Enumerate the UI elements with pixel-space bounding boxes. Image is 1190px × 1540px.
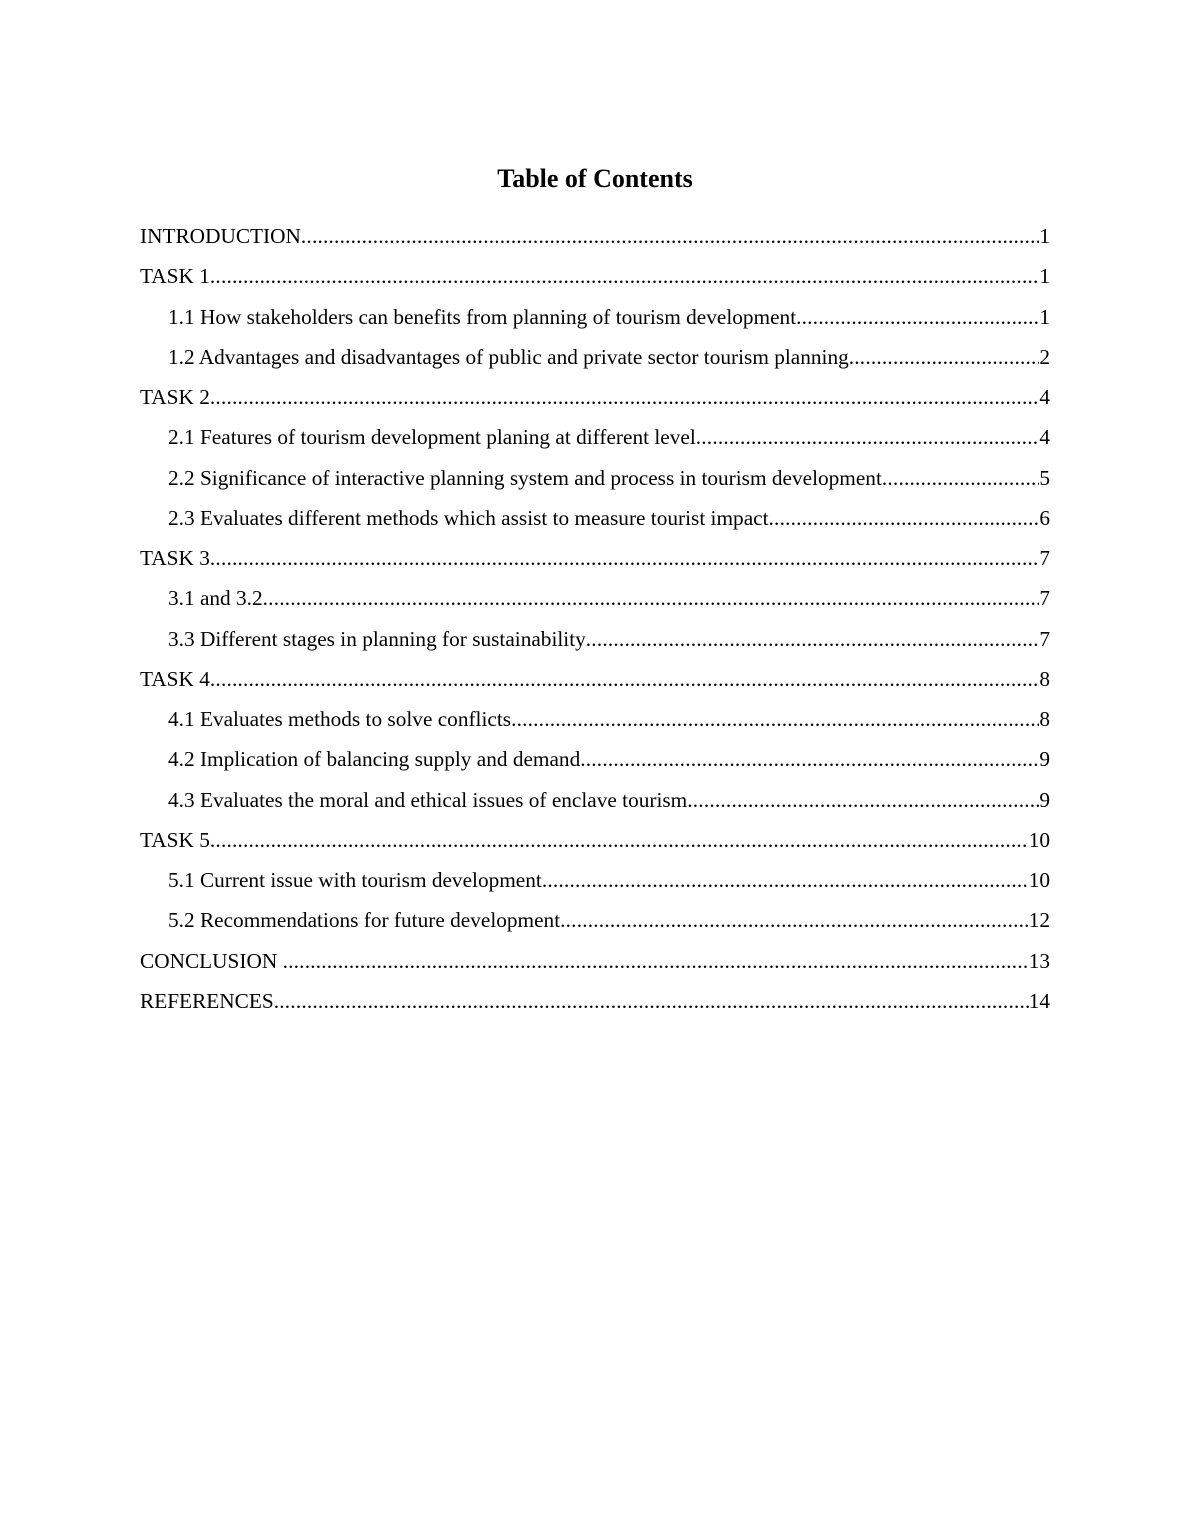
toc-entry-label: 4.2 Implication of balancing supply and demand [168,747,581,772]
toc-entry-label: 1.2 Advantages and disadvantages of public and private sector tourism planning [168,344,849,369]
dot-leader [263,578,1040,618]
toc-entry-page-number: 5 [1039,465,1050,490]
dot-leader [210,820,1029,860]
toc-entry-task-4[interactable] [140,659,1050,699]
toc-entry-3-3[interactable] [140,619,1050,659]
toc-entry-page-number: 7 [1039,586,1050,611]
toc-entry-page-number: 7 [1039,546,1050,570]
toc-entry-page-number: 14 [1028,988,1050,1013]
toc-entry-label: TASK 5 [140,827,210,852]
toc-entry-conclusion[interactable] [140,941,1050,981]
toc-entry-label: TASK 3 [140,546,210,570]
toc-entry-references[interactable] [140,981,1050,1021]
toc-entry-label: 2.1 Features of tourism development planing at different level [168,425,696,450]
toc-entry-page-number: 10 [1028,868,1050,892]
dot-leader [849,337,1040,377]
dot-leader [210,256,1039,296]
toc-entry-5-2[interactable] [140,900,1050,940]
toc-entry-page-number: 7 [1039,626,1050,651]
toc-entry-label: TASK 4 [140,666,210,691]
toc-entry-1-2[interactable] [140,337,1050,377]
dot-leader [210,538,1039,578]
dot-leader [882,458,1039,498]
toc-entry-page-number: 1 [1039,224,1050,248]
toc-entry-5-1[interactable] [140,860,1050,900]
toc-entry-2-3[interactable] [140,498,1050,538]
toc-entry-introduction[interactable] [140,216,1050,256]
toc-entry-label: REFERENCES [140,988,274,1013]
dot-leader [274,981,1029,1021]
toc-entry-page-number: 13 [1028,948,1050,973]
dot-leader [511,699,1039,739]
dot-leader [696,417,1040,457]
toc-entry-label: 3.3 Different stages in planning for sustainability [168,626,586,651]
toc-entry-4-3[interactable] [140,780,1050,820]
dot-leader [210,377,1039,417]
toc-entry-page-number: 10 [1028,827,1050,852]
toc-entry-label: 4.3 Evaluates the moral and ethical issues of enclave tourism [168,787,688,812]
toc-entry-page-number: 2 [1039,344,1050,369]
dot-leader [687,780,1039,820]
toc-entry-page-number: 8 [1039,666,1050,691]
toc-entry-page-number: 4 [1039,425,1050,450]
toc-entry-page-number: 4 [1039,385,1050,409]
toc-entry-label: 5.1 Current issue with tourism development [168,868,542,892]
dot-leader [283,941,1029,981]
toc-entry-page-number: 1 [1039,304,1050,329]
toc-entry-task-5[interactable] [140,820,1050,860]
toc-entry-page-number: 8 [1039,707,1050,731]
toc-entry-task-2[interactable] [140,377,1050,417]
dot-leader [560,900,1029,940]
dot-leader [301,216,1039,256]
toc-entry-page-number: 12 [1028,908,1050,933]
toc-entry-task-3[interactable] [140,538,1050,578]
toc-entry-page-number: 1 [1039,264,1050,289]
toc-entry-label: 2.2 Significance of interactive planning system and process in tourism development [168,465,882,490]
toc-entry-1-1[interactable] [140,297,1050,337]
toc-entry-task-1[interactable] [140,256,1050,296]
toc-entry-label: 5.2 Recommendations for future development [168,908,561,933]
toc-entry-label: INTRODUCTION [140,224,301,248]
toc-list [140,216,1050,1021]
toc-entry-4-2[interactable] [140,739,1050,779]
toc-entry-2-1[interactable] [140,417,1050,457]
dot-leader [769,498,1040,538]
dot-leader [796,297,1039,337]
toc-entry-label: 2.3 Evaluates different methods which assist to measure tourist impact [168,505,769,530]
toc-entry-label: 3.1 and 3.2 [168,586,263,611]
toc-entry-label: 1.1 How stakeholders can benefits from planning of tourism development [168,304,797,329]
toc-entry-label: TASK 2 [140,385,210,409]
toc-entry-label: TASK 1 [140,264,210,289]
toc-entry-page-number: 9 [1039,747,1050,772]
dot-leader [542,860,1029,900]
toc-entry-3-1-and-3-2[interactable] [140,578,1050,618]
dot-leader [210,659,1039,699]
page-title: Table of Contents [497,164,693,193]
toc-entry-2-2[interactable] [140,458,1050,498]
toc-entry-label: CONCLUSION [140,948,283,973]
dot-leader [580,739,1039,779]
toc-entry-page-number: 9 [1039,787,1050,812]
dot-leader [586,619,1040,659]
toc-entry-page-number: 6 [1039,505,1050,530]
toc-entry-4-1[interactable] [140,699,1050,739]
toc-entry-label: 4.1 Evaluates methods to solve conflicts [168,707,512,731]
